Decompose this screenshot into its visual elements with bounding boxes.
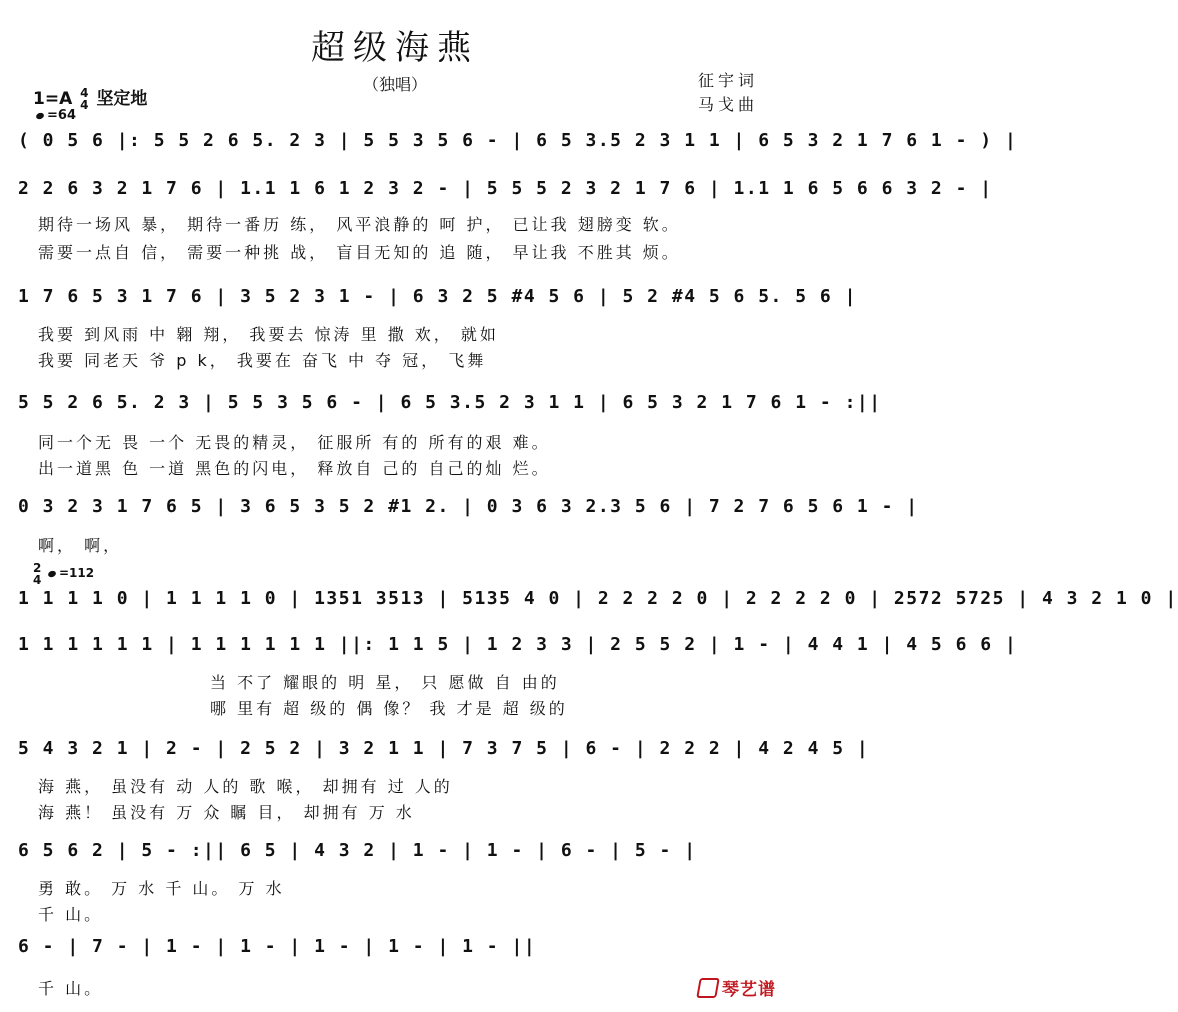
- lyric-line-9-verse-1: 勇 敢。 万 水 千 山。 万 水: [38, 879, 285, 898]
- lyric-line-2-verse-1: 期待一场风 暴， 期待一番历 练， 风平浪静的 呵 护， 已让我 翅膀变 软。: [38, 215, 681, 234]
- composer-credit: 马戈曲: [697, 95, 758, 114]
- site-watermark: [698, 975, 776, 1000]
- time-numerator: 4: [80, 86, 89, 100]
- performance-note: （独唱）: [362, 75, 427, 94]
- music-line-6: 1 1 1 1 0 | 1 1 1 1 0 | 1351 3513 | 5135 4 0 | 2 2 2 2 0 | 2 2 2 2 0 | 2572 5725 | 4 3 2 1 0 |: [18, 588, 1178, 609]
- tempo-value: =64: [47, 108, 76, 123]
- quarter-note-icon: [35, 112, 45, 120]
- section-2-time-denominator: 4: [33, 573, 42, 587]
- lyric-line-3-verse-1: 我要 到风雨 中 翱 翔， 我要去 惊涛 里 撒 欢， 就如: [38, 325, 499, 344]
- music-line-7: 1 1 1 1 1 1 | 1 1 1 1 1 1 ||: 1 1 5 | 1 2 3 3 | 2 5 5 2 | 1 - | 4 4 1 | 4 5 6 6 |: [18, 634, 1018, 655]
- lyricist-credit: 征宇词: [697, 71, 758, 90]
- expression-mark: 坚定地: [96, 89, 148, 109]
- music-line-10: 6 - | 7 - | 1 - | 1 - | 1 - | 1 - | 1 - ||: [18, 936, 537, 957]
- lyric-line-4-verse-1: 同一个无 畏 一个 无畏的精灵， 征服所 有的 所有的艰 难。: [38, 433, 551, 452]
- section-2-tempo: [48, 566, 94, 580]
- music-line-3: 1 7 6 5 3 1 7 6 | 3 5 2 3 1 - | 6 3 2 5 #4 5 6 | 5 2 #4 5 6 5. 5 6 |: [18, 286, 857, 307]
- lyric-line-5: 啊， 啊，: [38, 536, 123, 555]
- lyric-line-8-verse-1: 海 燕， 虽没有 动 人的 歌 喉， 却拥有 过 人的: [38, 777, 453, 796]
- music-line-2: 2 2 6 3 2 1 7 6 | 1.1 1 6 1 2 3 2 - | 5 5 5 2 3 2 1 7 6 | 1.1 1 6 5 6 6 3 2 - |: [18, 178, 993, 199]
- song-title: 超级海燕: [311, 28, 479, 68]
- lyric-line-10: 千 山。: [38, 979, 104, 998]
- music-line-9: 6 5 6 2 | 5 - :|| 6 5 | 4 3 2 | 1 - | 1 - | 6 - | 5 - |: [18, 840, 697, 861]
- section-2-time-signature: [33, 562, 41, 586]
- music-line-1: ( 0 5 6 |: 5 5 2 6 5. 2 3 | 5 5 3 5 6 - | 6 5 3.5 2 3 1 1 | 6 5 3 2 1 7 6 1 - ) |: [18, 130, 1018, 151]
- lyric-line-7-verse-2: 哪 里有 超 级的 偶 像？ 我 才是 超 级的: [210, 699, 568, 718]
- music-line-4: 5 5 2 6 5. 2 3 | 5 5 3 5 6 - | 6 5 3.5 2 3 1 1 | 6 5 3 2 1 7 6 1 - :||: [18, 392, 882, 413]
- lyric-line-8-verse-2: 海 燕！ 虽没有 万 众 瞩 目， 却拥有 万 水: [38, 803, 415, 822]
- quarter-note-icon: [47, 570, 57, 578]
- lyric-line-4-verse-2: 出一道黑 色 一道 黑色的闪电， 释放自 己的 自己的灿 烂。: [38, 459, 551, 478]
- tempo-mark: [36, 108, 76, 123]
- time-signature: [80, 87, 88, 111]
- section-2-time-numerator: 2: [33, 561, 42, 575]
- lyric-line-2-verse-2: 需要一点自 信， 需要一种挑 战， 盲目无知的 追 随， 早让我 不胜其 烦。: [38, 243, 681, 262]
- lyric-line-3-verse-2: 我要 同老天 爷 p k， 我要在 奋飞 中 夺 冠， 飞舞: [38, 351, 487, 370]
- time-denominator: 4: [80, 98, 89, 112]
- music-line-8: 5 4 3 2 1 | 2 - | 2 5 2 | 3 2 1 1 | 7 3 7 5 | 6 - | 2 2 2 | 4 2 4 5 |: [18, 738, 870, 759]
- logo-icon: [696, 978, 720, 998]
- music-line-5: 0 3 2 3 1 7 6 5 | 3 6 5 3 5 2 #1 2. | 0 3 6 3 2.3 5 6 | 7 2 7 6 5 6 1 - |: [18, 496, 919, 517]
- lyric-line-7-verse-1: 当 不了 耀眼的 明 星， 只 愿做 自 由的: [210, 673, 560, 692]
- lyric-line-9-verse-2: 千 山。: [38, 905, 104, 924]
- key-label: 1=A: [33, 89, 73, 109]
- section-2-tempo-value: =112: [59, 566, 95, 580]
- watermark-text: 琴艺谱: [722, 980, 776, 1000]
- key-signature: [33, 84, 147, 111]
